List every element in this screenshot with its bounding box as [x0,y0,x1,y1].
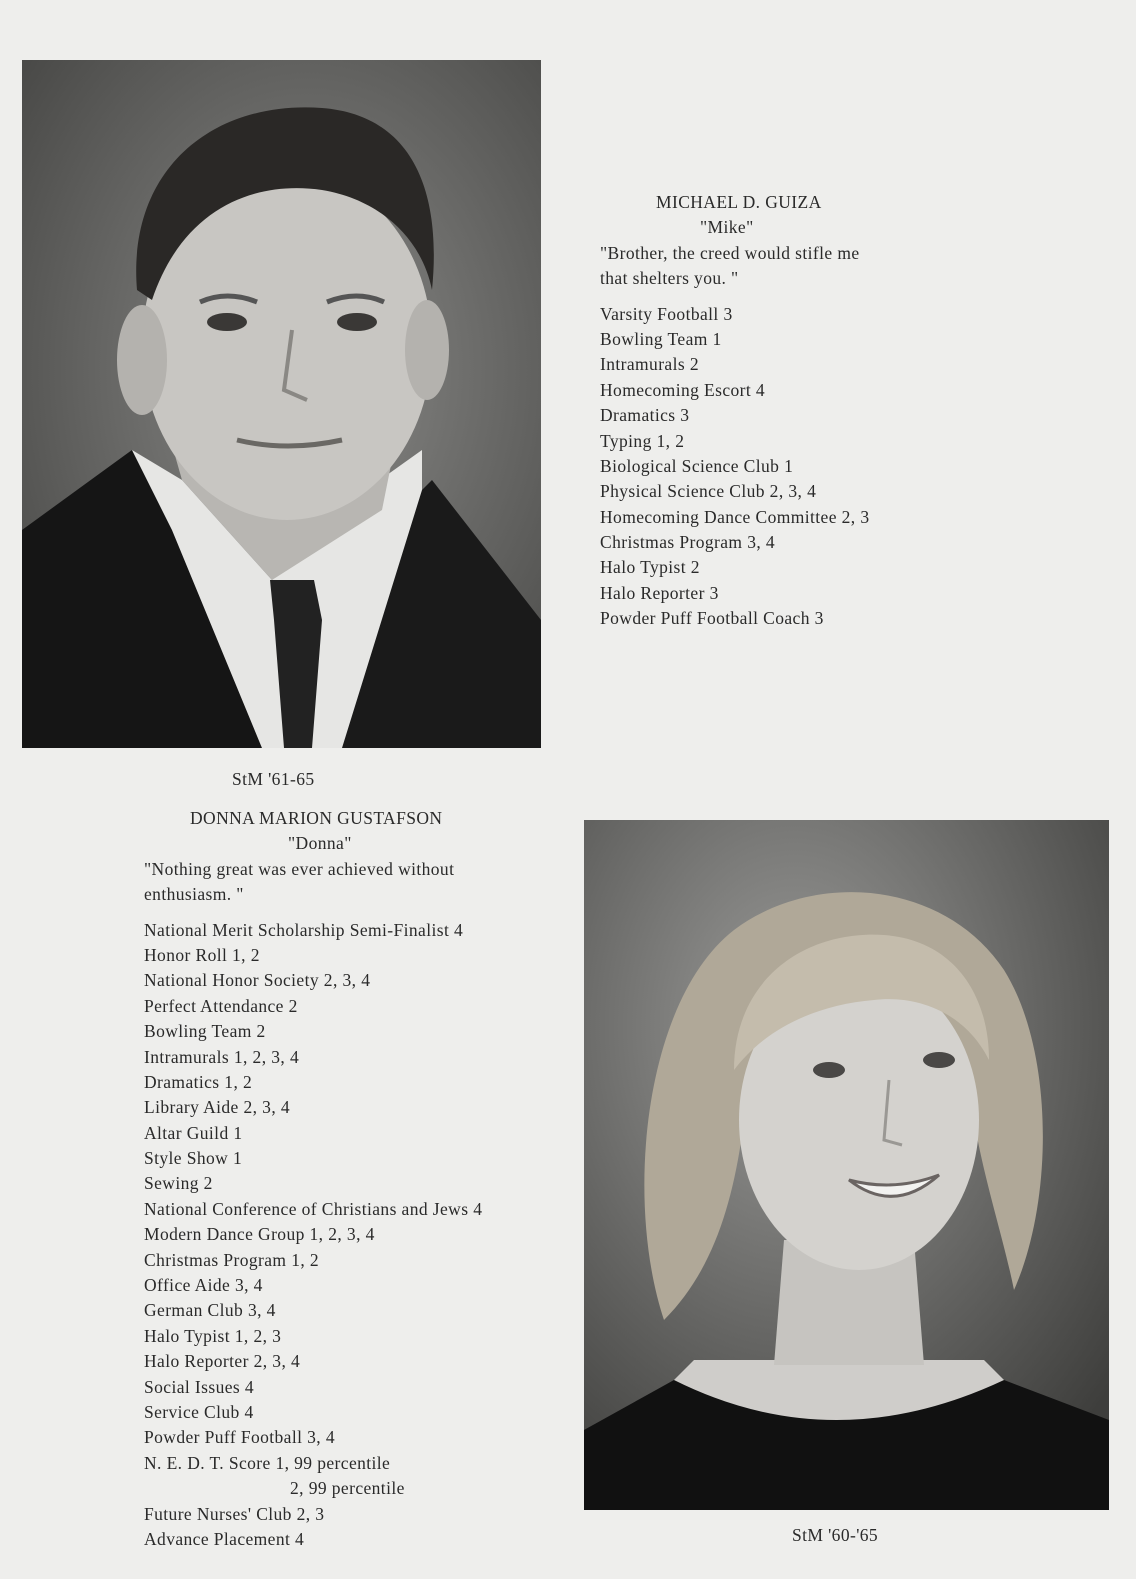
activity-item: Halo Typist 2 [600,557,700,578]
activity-item: Advance Placement 4 [144,1528,305,1549]
activity-item: Intramurals 2 [600,354,699,375]
student-nickname: "Donna" [288,833,352,854]
activity-item: Halo Typist 1, 2, 3 [144,1325,282,1346]
activity-item: Homecoming Dance Committee 2, 3 [600,506,870,527]
activity-item: Honor Roll 1, 2 [144,944,260,965]
student-nickname: "Mike" [700,217,754,238]
activity-item: Homecoming Escort 4 [600,379,766,400]
student-quote-line: enthusiasm. " [144,884,244,905]
student-quote-line: that shelters you. " [600,268,739,289]
activity-item: Dramatics 1, 2 [144,1071,253,1092]
student-name: MICHAEL D. GUIZA [656,192,822,212]
activity-item: Social Issues 4 [144,1376,255,1397]
activity-item: Biological Science Club 1 [600,455,794,476]
activity-item: National Merit Scholarship Semi-Finalist 4 [144,919,464,940]
activity-item: Future Nurses' Club 2, 3 [144,1503,325,1524]
activity-list [144,918,564,1553]
portrait-photo-michael [22,60,541,748]
activity-item: Office Aide 3, 4 [144,1275,263,1296]
activity-item: Modern Dance Group 1, 2, 3, 4 [144,1224,375,1245]
activity-item: Intramurals 1, 2, 3, 4 [144,1046,300,1067]
student-name: DONNA MARION GUSTAFSON [190,808,443,828]
bio-donna [144,806,564,1552]
activity-item: N. E. D. T. Score 1, 99 percentile [144,1452,391,1473]
activity-item: Bowling Team 1 [600,328,722,349]
activity-item: Powder Puff Football Coach 3 [600,608,824,629]
bio-michael [600,190,940,632]
activity-item: Halo Reporter 3 [600,582,719,603]
activity-list [600,302,940,632]
activity-item: Halo Reporter 2, 3, 4 [144,1351,301,1372]
student-years: StM '61-65 [232,769,315,789]
activity-item: German Club 3, 4 [144,1300,276,1321]
student-quote-line: "Brother, the creed would stifle me [600,242,860,263]
activity-item: Altar Guild 1 [144,1122,243,1143]
activity-item: National Conference of Christians and Jews 4 [144,1198,483,1219]
activity-item: Physical Science Club 2, 3, 4 [600,481,817,502]
activity-item: Library Aide 2, 3, 4 [144,1097,291,1118]
activity-item: Service Club 4 [144,1401,254,1422]
student-years: StM '60-'65 [792,1525,879,1545]
portrait-photo-donna [584,820,1109,1510]
activity-item: Varsity Football 3 [600,303,733,324]
activity-item: Sewing 2 [144,1173,213,1194]
activity-item: Christmas Program 3, 4 [600,532,776,553]
activity-item: 2, 99 percentile [290,1478,405,1499]
activity-item: Typing 1, 2 [600,430,685,451]
activity-item: Powder Puff Football 3, 4 [144,1427,335,1448]
activity-item: Christmas Program 1, 2 [144,1249,320,1270]
activity-item: National Honor Society 2, 3, 4 [144,970,371,991]
activity-item: Dramatics 3 [600,405,690,426]
activity-item: Perfect Attendance 2 [144,995,298,1016]
activity-item: Bowling Team 2 [144,1021,266,1042]
student-quote-line: "Nothing great was ever achieved without [144,858,455,879]
activity-item: Style Show 1 [144,1148,243,1169]
